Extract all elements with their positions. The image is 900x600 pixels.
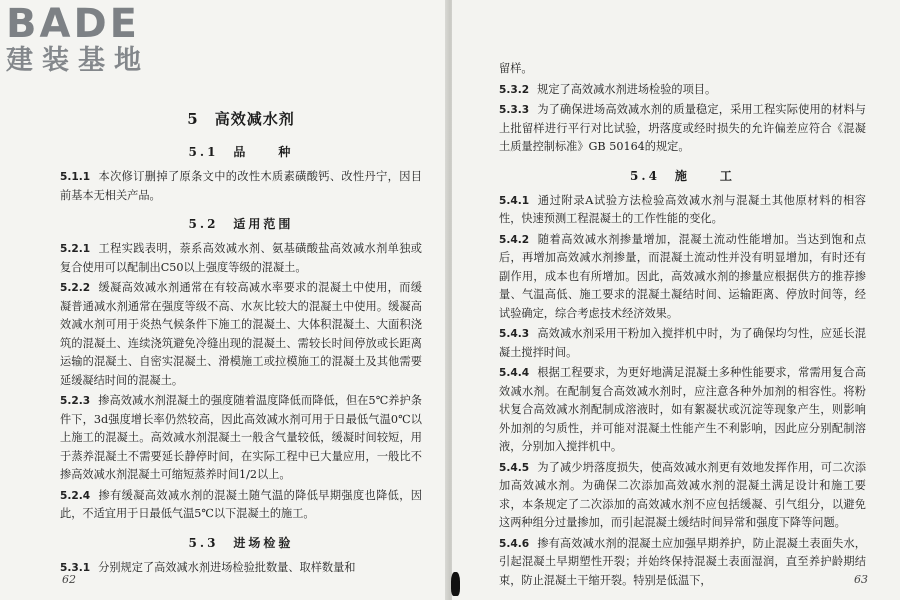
clause-number: 5.4.6 [499,537,530,550]
section-heading: 5.1 品 种 [188,145,294,159]
clause-number: 5.3.2 [499,83,530,96]
clause-paragraph [499,101,866,157]
clause-paragraph [60,168,422,205]
clause-paragraph [60,487,422,524]
clause-paragraph [60,392,422,485]
clause-paragraph [499,231,866,324]
clause-number: 5.3.3 [499,104,530,116]
page-number-left: 62 [62,573,76,586]
section-heading: 5.3 进场检验 [188,535,294,550]
clause-text: 通过附录A试验方法检验高效减水剂与混凝土其他原材料的相容性，快速预测工程混凝土的工作性能的变化。 [499,193,866,225]
clause-number: 5.2.2 [60,282,91,294]
clause-text: 掺有高效减水剂的混凝土应加强早期养护，防止混凝土表面失水，引起混凝土早期塑性开裂；并始终保持混凝土表面湿润，直至养护龄期结束，防止混凝土干缩开裂。特别是低温下， [499,536,866,587]
clause-paragraph [60,240,422,277]
clause-text: 随着高效减水剂掺量增加，混凝土流动性能增加。当达到饱和点后，再增加高效减水剂掺量，而混凝土流动性并没有明显增加，有时还有副作用，成本也有所增加。因此，高效减水剂的掺量应根据供方的推荐掺量、气温高低、施工要求的混凝土凝结时间、运输距离、停放时间等，经试验确定，综合考虑技术经济效果。 [499,232,866,320]
clause-text: 高效减水剂采用干粉加入搅拌机中时，为了确保均匀性，应延长混凝土搅拌时间。 [499,327,866,359]
clause-number: 5.4.4 [499,367,530,379]
clause-text: 分别规定了高效减水剂进场检验批数量、取样数量和 [98,560,356,574]
clause-text: 掺高效减水剂混凝土的强度随着温度降低而降低，但在5℃养护条件下，3d强度增长率仍然较高，因此高效减水剂可用于日最低气温0℃以上施工的混凝土。高效减水剂混凝土一般含气量较低，缓凝时间较短，用于蒸养混凝土不需要延长静停时间，在实际工程中已大量应用，一般比不掺高效减水剂混凝土可缩短蒸养时间1/2以上。 [60,394,422,481]
clause-number: 5.4.3 [499,328,530,340]
clause-text: 工程实践表明，萘系高效减水剂、氨基磺酸盐高效减水剂单独或复合使用可以配制出C50以上强度等级的混凝土。 [60,242,422,274]
clause-number: 5.2.3 [60,395,91,407]
clause-number: 5.4.1 [499,194,530,207]
clause-paragraph [499,81,866,100]
chapter-title: 5 高效减水剂 [187,110,295,128]
page-number-right: 63 [854,573,868,586]
clause-paragraph [60,559,422,578]
clause-text: 规定了高效减水剂进场检验的项目。 [537,82,717,96]
right-page [452,0,900,600]
clause-number: 5.1.1 [60,171,91,183]
clause-paragraph [499,364,866,457]
right-content [499,60,866,590]
left-content [60,143,422,577]
clause-number: 5.2.1 [60,243,91,255]
clause-paragraph [60,279,422,390]
ink-mark [451,572,460,596]
section-heading: 5.4 施 工 [630,168,735,183]
clause-number: 5.2.4 [60,489,91,502]
clause-text: 本次修订删掉了原条文中的改性木质素磺酸钙、改性丹宁，因目前基本无相关产品。 [60,170,422,202]
clause-text: 留样。 [499,62,533,75]
clause-paragraph [499,535,866,591]
clause-number: 5.3.1 [60,561,91,574]
clause-text: 掺有缓凝高效减水剂的混凝土随气温的降低早期强度也降低，因此，不适宜用于日最低气温5℃以下混凝土的施工。 [60,488,422,520]
clause-paragraph [499,192,866,229]
paragraph-continuation [499,60,866,79]
brand-subtitle: 建装基地 [6,45,150,76]
clause-paragraph [499,459,866,533]
clause-number: 5.4.2 [499,233,530,246]
clause-number: 5.4.5 [499,461,530,474]
clause-text: 根据工程要求，为更好地满足混凝土多种性能要求，常需用复合高效减水剂。在配制复合高效减水剂时，应注意各种外加剂的相容性。将粉状复合高效减水剂配制成溶液时，如有絮凝状或沉淀等现象产生，则影响外加剂的匀质性，并可能对混凝土性能产生不利影响，因此应分别配制溶液，分别加入搅拌机中。 [499,366,866,453]
section-heading: 5.2 适用范围 [188,217,294,231]
clause-text: 缓凝高效减水剂通常在有较高减水率要求的混凝土中使用，而缓凝普通减水剂通常在强度等级不高、水灰比较大的混凝土中使用。缓凝高效减水剂可用于炎热气候条件下施工的混凝土、大体积混凝土、大面积浇筑的混凝土、连续浇筑避免冷缝出现的混凝土、需较长时间停放或长距离运输的混凝土、自密实混凝土、滑模施工或拉模施工的混凝土及其他需要延缓凝结时间的混凝土。 [60,281,422,387]
clause-paragraph [499,325,866,362]
clause-text: 为了确保进场高效减水剂的质量稳定，采用工程实际使用的材料与上批留样进行平行对比试验，坍落度或经时损失的允许偏差应符合《混凝土质量控制标准》GB 50164的规定。 [499,103,866,153]
brand-title: BADE [6,1,140,47]
clause-text: 为了减少坍落度损失，使高效减水剂更有效地发挥作用，可二次添加高效减水剂。为确保二次添加高效减水剂的混凝土满足设计和施工要求，本条规定了二次添加的高效减水剂不应包括缓凝、引气组分，以避免这两种组分过量掺加，而引起混凝土缓结时间异常和强度下降等问题。 [499,460,866,529]
brand-watermark [6,1,150,78]
